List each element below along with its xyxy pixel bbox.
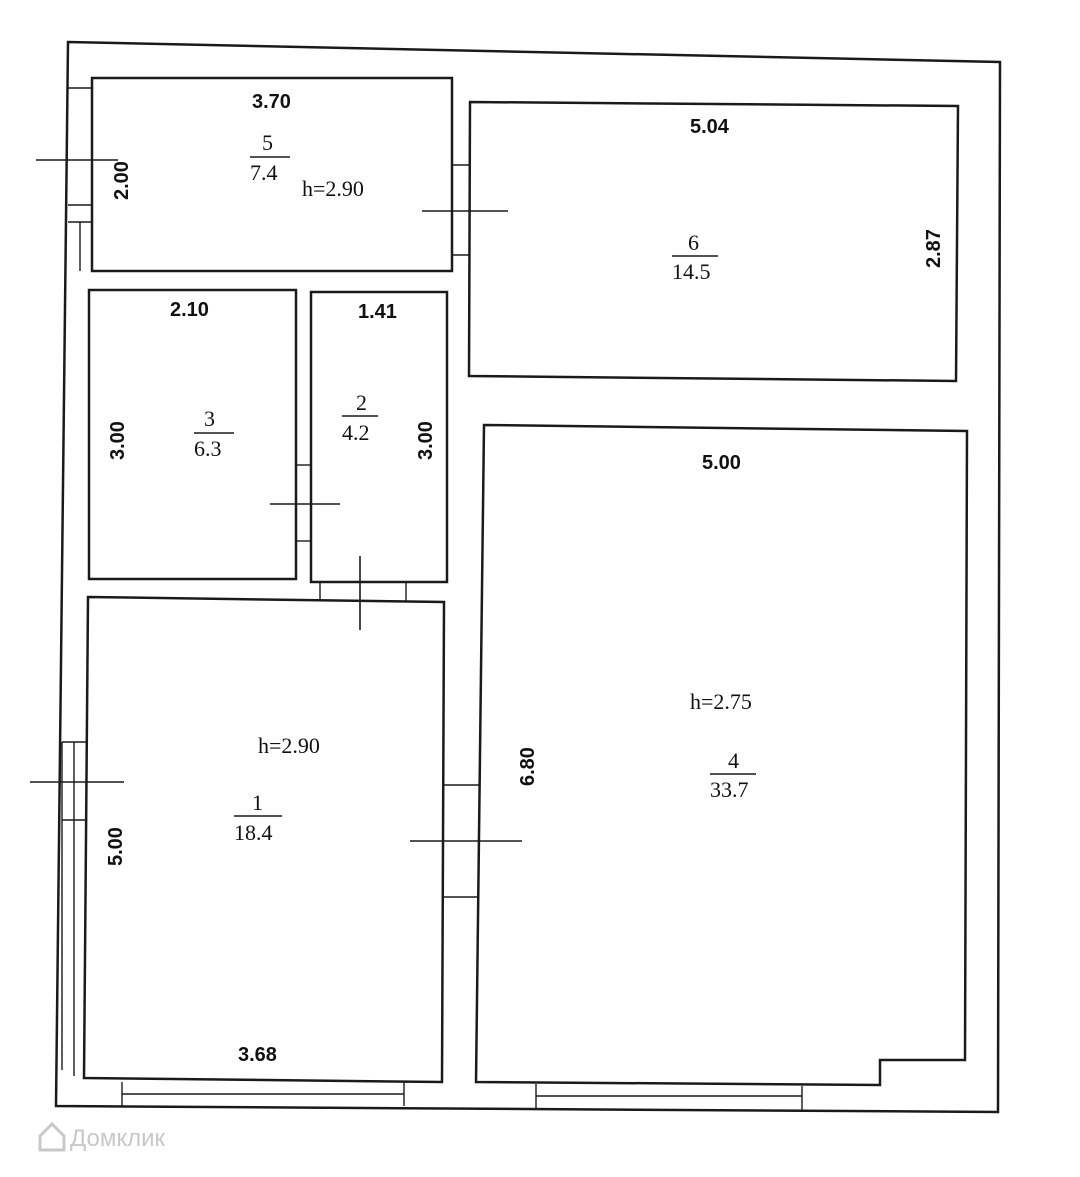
- room-2-area: 4.2: [342, 420, 370, 445]
- domclick-logo-icon: [40, 1124, 64, 1150]
- room-6-number: 6: [688, 230, 699, 255]
- room-4-area: 33.7: [710, 777, 749, 802]
- room-2-number: 2: [356, 390, 367, 415]
- room-1-number: 1: [252, 790, 263, 815]
- room-5-width: 3.70: [252, 91, 291, 113]
- room-5-depth: 2.00: [111, 161, 133, 200]
- room-2-width: 1.41: [358, 301, 397, 323]
- room-4-height: h=2.75: [690, 689, 752, 714]
- room-1-height: h=2.90: [258, 733, 320, 758]
- room-1-depth: 5.00: [105, 827, 127, 866]
- room-5-height: h=2.90: [302, 176, 364, 201]
- room-1-width: 3.68: [238, 1044, 277, 1066]
- room-2-depth: 3.00: [415, 421, 437, 460]
- room-6-outline: [469, 102, 958, 381]
- room-3-width: 2.10: [170, 299, 209, 321]
- room-6-width: 5.04: [690, 116, 729, 138]
- room-4-depth: 6.80: [517, 747, 539, 786]
- room-4-number: 4: [728, 748, 739, 773]
- room-3-area: 6.3: [194, 436, 222, 461]
- watermark: Домклик: [70, 1125, 166, 1152]
- room-3-number: 3: [204, 406, 215, 431]
- room-5-number: 5: [262, 130, 273, 155]
- room-5-area: 7.4: [250, 160, 278, 185]
- outer-wall: [56, 42, 1000, 1112]
- room-3-depth: 3.00: [107, 421, 129, 460]
- room-6-area: 14.5: [672, 259, 711, 284]
- room-4-width: 5.00: [702, 452, 741, 474]
- room-6-depth: 2.87: [923, 229, 945, 268]
- room-4-outline: [476, 425, 967, 1085]
- room-1-area: 18.4: [234, 820, 273, 845]
